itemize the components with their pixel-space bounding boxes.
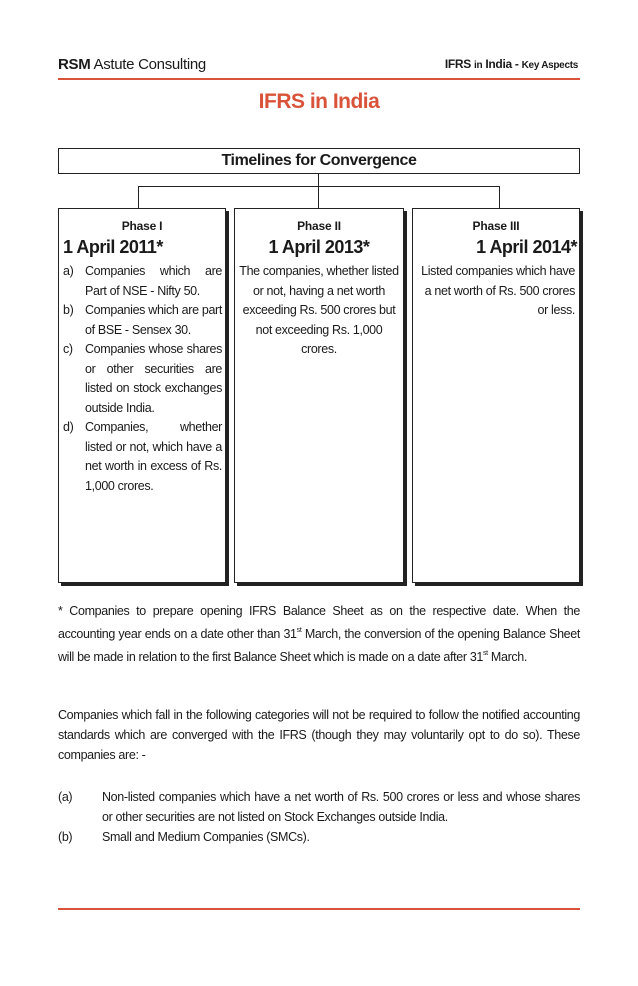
list-item xyxy=(63,301,222,340)
connector-vertical-main xyxy=(318,173,319,186)
footnote-paragraph xyxy=(58,601,580,667)
list-marker: a) xyxy=(63,264,74,278)
phase-3-label: Phase III xyxy=(472,219,520,233)
phase-3-date: 1 April 2014* xyxy=(476,237,577,257)
connector-to-phase-3 xyxy=(499,186,500,208)
running-title xyxy=(445,57,578,71)
list-item xyxy=(58,827,580,847)
list-text: Non-listed companies which have a net worth of Rs. 500 crores or less and whose shares or other securities are not listed on Stock Exchanges outside India. xyxy=(102,790,580,824)
phase-1-label: Phase I xyxy=(121,219,163,233)
phase-2-description: The companies, whether listed or not, having a net worth exceeding Rs. 500 crores but not exceeding Rs. 1,000 crores. xyxy=(239,264,399,356)
footer-divider xyxy=(58,908,580,910)
list-text: Companies which are part of BSE - Sensex 30. xyxy=(85,303,222,337)
running-title-part: IFRS xyxy=(444,57,471,71)
list-item xyxy=(63,262,222,301)
connector-to-phase-1 xyxy=(138,186,139,208)
phase-1-date: 1 April 2011* xyxy=(63,237,163,257)
list-marker: (b) xyxy=(58,830,73,844)
list-item xyxy=(58,787,580,827)
brand xyxy=(58,56,206,73)
running-title-part: in xyxy=(474,60,483,71)
list-text: Small and Medium Companies (SMCs). xyxy=(102,830,310,844)
brand-name: Astute Consulting xyxy=(93,56,206,73)
footnote-text: March, the conversion of the opening Balance Sheet will be made in relation to the first Balance Sheet which is made on a date after 31 xyxy=(58,627,580,664)
footnote-text: * Companies to prepare opening IFRS Balance Sheet as on the respective date. When the accounting year ends on a date other than 31 xyxy=(58,604,580,641)
list-text: Companies whose shares or other securities are listed on stock exchanges outside India. xyxy=(85,342,222,415)
list-marker: b) xyxy=(63,303,74,317)
exemption-intro: Companies which fall in the following categories will not be required to follow the notified accounting standards which are converged with the IFRS (though they may voluntarily opt to do so). These companies are: - xyxy=(58,708,580,762)
footnote-text: March. xyxy=(487,650,528,664)
list-text: Companies which are Part of NSE - Nifty 50. xyxy=(85,264,222,298)
phase-2-label: Phase II xyxy=(297,219,341,233)
phase-3-box xyxy=(412,208,580,583)
running-title-part: India - xyxy=(485,57,519,71)
ordinal-superscript: st xyxy=(296,627,302,634)
list-item xyxy=(63,418,222,496)
header-divider xyxy=(58,78,580,80)
phase-3-description: Listed companies which have a net worth of Rs. 500 crores or less. xyxy=(421,264,575,317)
rsm-logo: RSM xyxy=(58,56,91,73)
connector-horizontal xyxy=(138,186,500,187)
list-text: Companies, whether listed or not, which have a net worth in excess of Rs. 1,000 crores. xyxy=(85,420,222,493)
list-item xyxy=(63,340,222,418)
phase-2-date: 1 April 2013* xyxy=(268,237,370,257)
page-header xyxy=(58,50,580,80)
phase-2-box xyxy=(234,208,404,583)
phase-1-box xyxy=(58,208,226,583)
connector-to-phase-2 xyxy=(318,186,319,208)
page-title: IFRS in India xyxy=(258,90,380,113)
phase-1-criteria xyxy=(59,262,225,496)
list-marker: c) xyxy=(63,342,73,356)
list-marker: (a) xyxy=(58,790,73,804)
exemption-list xyxy=(58,787,580,847)
list-marker: d) xyxy=(63,420,74,434)
timeline-heading-box: Timelines for Convergence xyxy=(58,148,580,174)
running-title-part: Key Aspects xyxy=(521,60,578,71)
ordinal-superscript: st xyxy=(483,650,488,657)
